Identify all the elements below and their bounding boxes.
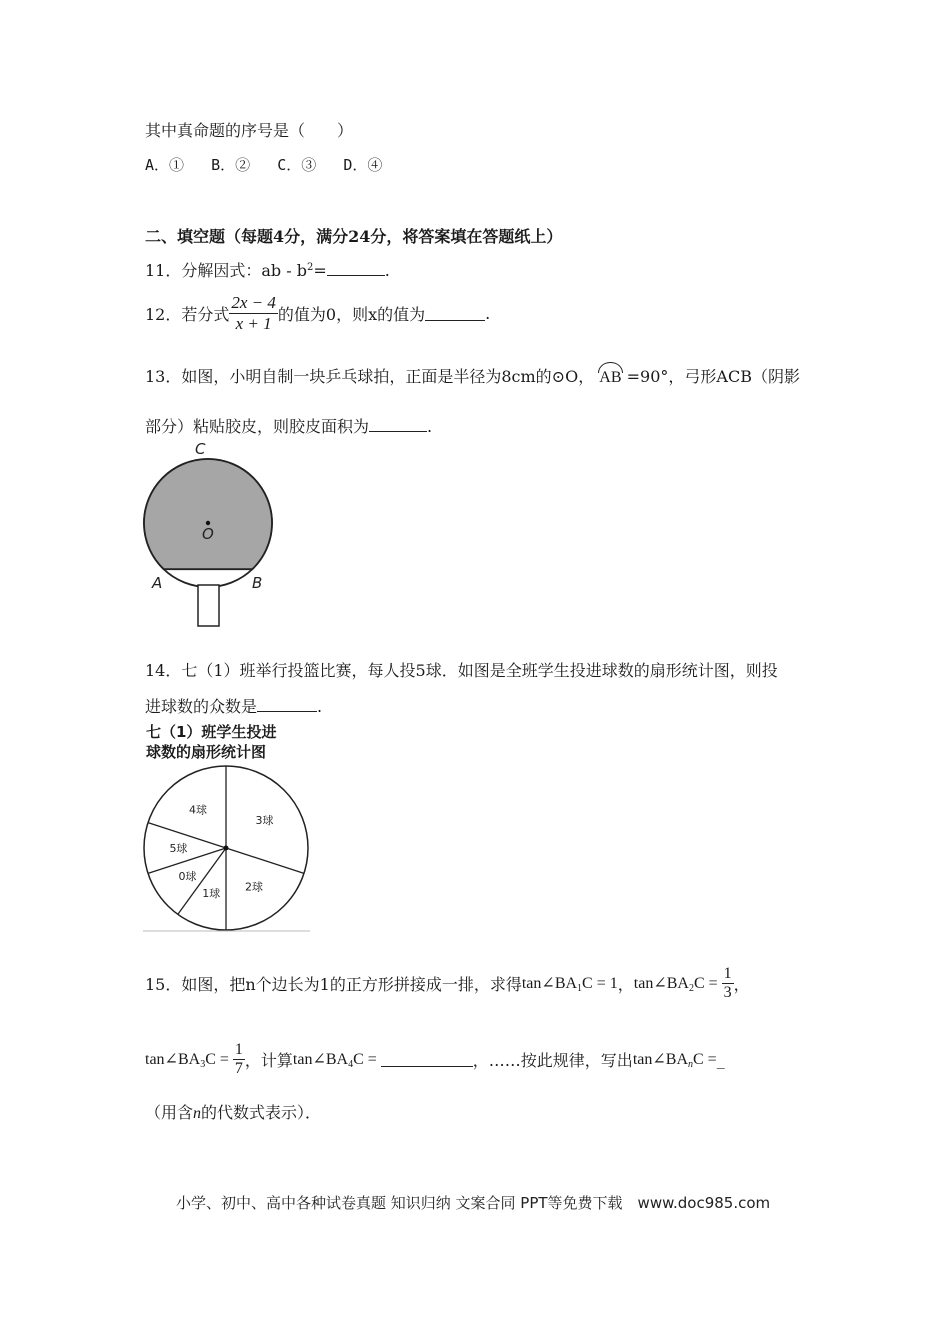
line3-b: 的代数式表示）． <box>201 1103 322 1122</box>
line3-a: （用含 <box>145 1103 194 1122</box>
q14-line1: 14．七（1）班举行投篮比赛，每人投5球．如图是全班学生投进球数的扇形统计图，则投 <box>145 661 778 680</box>
tann-text: tan∠BA <box>632 1050 688 1068</box>
q12: 12．若分式 $\frac{2x - 4}{x + 1}$ 的值为0，则x的值为 . <box>145 292 491 333</box>
racket-figure <box>135 436 285 636</box>
q14-line2-text: 进球数的众数是 <box>145 697 258 716</box>
line3-n: n <box>193 1105 202 1122</box>
pie-title-line1: 七（1）班学生投进 <box>146 723 277 741</box>
arc-ab: AB <box>599 369 622 386</box>
frac2-num: 1 <box>723 964 732 982</box>
q13-line2: 部分）粘贴胶皮，则胶皮面积为 . <box>145 417 433 436</box>
section-heading: 二、填空题（每题4分，满分24分，将答案填在答题纸上） <box>145 227 563 246</box>
tan1-rest: C = 1 <box>582 974 618 992</box>
tann-rest: C = <box>693 1050 717 1068</box>
q12-numerator: 2x − 4 <box>231 292 276 312</box>
q11-exponent: 2 <box>306 262 314 273</box>
tan4-sub: 4 <box>348 1058 354 1070</box>
pie-title-line2: 球数的扇形统计图 <box>146 743 267 761</box>
answer-blank <box>425 306 485 321</box>
segment-acb <box>144 459 272 569</box>
q12-middle: 的值为0，则x的值为 <box>277 304 426 324</box>
tan1 <box>522 973 618 994</box>
pie-chart <box>140 764 315 936</box>
tan3 <box>145 1049 229 1070</box>
q10-options <box>145 154 382 175</box>
frac3 <box>233 1041 245 1078</box>
label-c: C <box>195 440 206 458</box>
pie-slice-label: 5球 <box>169 842 188 855</box>
pie-chart-title <box>146 722 276 762</box>
label-o: O <box>202 525 214 543</box>
q13-suffix: =90°，弓形ACB（阴影 <box>626 367 800 386</box>
q12-prefix: 12．若分式 <box>145 304 230 324</box>
pie-slice-label: 1球 <box>202 887 221 901</box>
option-c: C．③ <box>277 156 317 174</box>
pie-slice-label: 3球 <box>255 814 274 828</box>
tan2-rest: C = <box>693 974 718 992</box>
answer-blank <box>257 697 317 712</box>
option-b: B．② <box>211 156 251 174</box>
tan4-text: tan∠BA <box>292 1050 349 1068</box>
answer-blank <box>369 417 427 432</box>
pie-slice-label: 4球 <box>189 803 208 817</box>
tan3-sub: 3 <box>200 1058 206 1070</box>
q12-fraction <box>229 293 278 334</box>
frac3-den: 7 <box>234 1059 243 1077</box>
q15-line3 <box>145 1100 321 1123</box>
frac2-den: 3 <box>723 983 732 1001</box>
sep2: ， <box>733 974 750 994</box>
label-b: B <box>252 574 263 592</box>
tan4 <box>293 1049 377 1070</box>
option-d: D．④ <box>343 156 383 174</box>
q15-prefix: 15．如图，把n个边长为1的正方形拼接成一排，求得 <box>145 974 522 994</box>
pie-center <box>224 846 229 851</box>
calc-text: ，计算 <box>244 1050 293 1070</box>
tan3-text: tan∠BA <box>145 1050 201 1068</box>
q14-line2: 进球数的众数是 . <box>145 697 323 716</box>
q15-line1 <box>145 958 750 1008</box>
q12-denominator: x + 1 <box>229 313 278 334</box>
tan1-text: tan∠BA <box>521 974 578 992</box>
frac2 <box>722 965 734 1002</box>
q13-line2-text: 部分）粘贴胶皮，则胶皮面积为 <box>145 417 370 436</box>
sep1: ， <box>617 974 634 994</box>
q13-prefix: 13．如图，小明自制一块乒乓球拍，正面是半径为8cm的⊙O， <box>145 367 595 386</box>
q11-equals: = <box>313 261 327 280</box>
tann <box>633 1049 717 1070</box>
tan2 <box>634 973 718 994</box>
option-a: A．① <box>145 156 185 174</box>
q10-stem: 其中真命题的序号是（ ） <box>145 121 354 140</box>
mid-text: ，……按此规律，写出 <box>472 1050 633 1070</box>
tan1-sub: 1 <box>577 982 583 994</box>
q11-text: 11．分解因式：ab - b <box>145 261 307 280</box>
tan2-sub: 2 <box>688 982 694 994</box>
trail-blank: _ <box>716 1049 725 1069</box>
page-footer: 小学、初中、高中各种试卷真题 知识归纳 文案合同 PPT等免费下载 www.doc985.com <box>176 1194 771 1212</box>
answer-blank <box>381 1052 473 1067</box>
pie-slice-label: 0球 <box>178 869 197 883</box>
q15-line2 <box>145 1034 725 1084</box>
frac3-num: 1 <box>234 1040 243 1058</box>
pie-slice-label: 2球 <box>244 880 263 894</box>
tan2-text: tan∠BA <box>633 974 689 992</box>
label-a: A <box>152 574 163 592</box>
q13-line1 <box>145 364 800 387</box>
tan3-rest: C = <box>205 1050 229 1068</box>
q11: 11．分解因式：ab - $b^2=$ . <box>145 261 390 280</box>
answer-blank <box>327 261 385 276</box>
tan4-rest: C = <box>353 1050 377 1068</box>
racket-handle <box>198 585 219 626</box>
tann-sub: n <box>688 1058 693 1070</box>
